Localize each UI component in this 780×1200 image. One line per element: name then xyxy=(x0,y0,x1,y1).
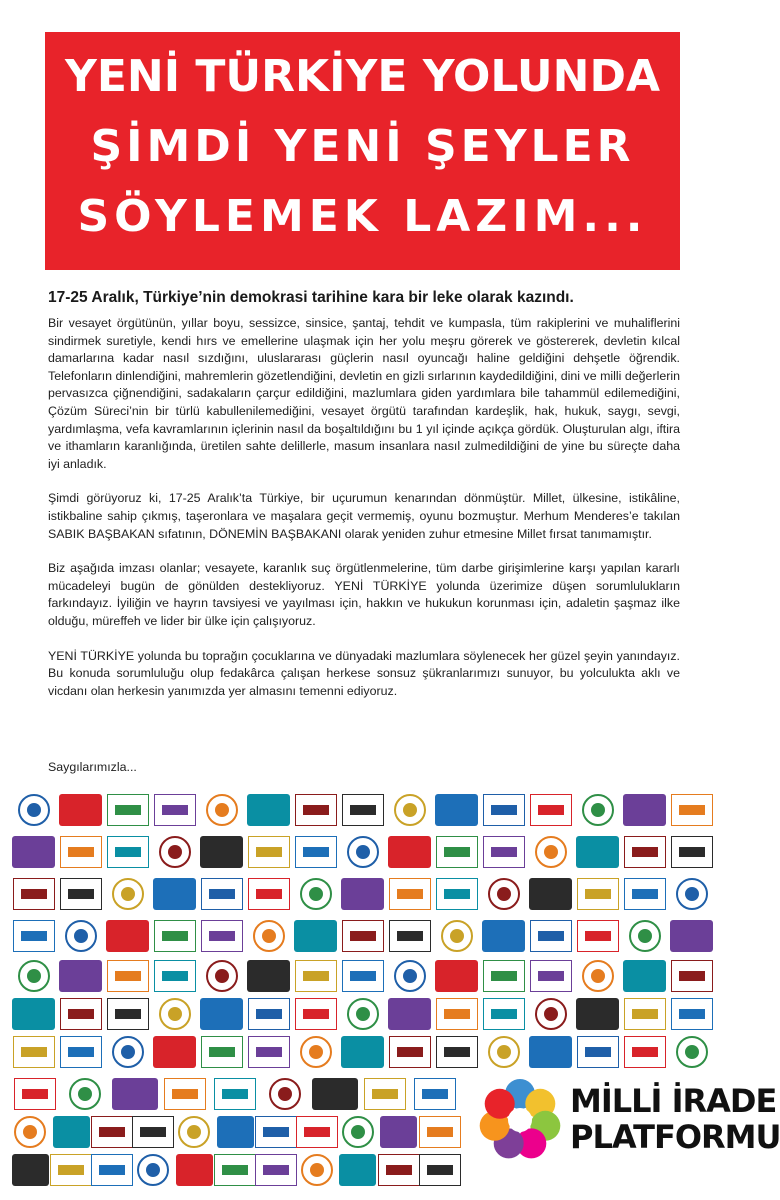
organization-logo xyxy=(295,998,337,1030)
organization-logo xyxy=(137,1154,169,1186)
organization-logo xyxy=(394,794,426,826)
organization-logo xyxy=(178,1116,210,1148)
organization-logo xyxy=(670,920,713,952)
organization-logo xyxy=(53,1116,90,1148)
logo-emblem xyxy=(491,847,517,857)
logo-emblem xyxy=(497,1045,511,1059)
organization-logo xyxy=(13,878,55,910)
logo-emblem xyxy=(27,803,41,817)
organization-logo xyxy=(295,836,337,868)
logo-emblem xyxy=(397,931,423,941)
logo-emblem xyxy=(585,931,611,941)
logo-emblem xyxy=(209,1047,235,1057)
organization-logo xyxy=(69,1078,101,1110)
organization-logo xyxy=(414,1078,456,1110)
logo-emblem xyxy=(638,929,652,943)
organization-logo xyxy=(14,1116,46,1148)
organization-logo xyxy=(530,960,572,992)
logo-emblem xyxy=(68,1047,94,1057)
logo-emblem xyxy=(68,847,94,857)
organization-logo xyxy=(435,960,478,992)
organization-logo xyxy=(576,998,619,1030)
logo-emblem xyxy=(632,847,658,857)
logo-emblem xyxy=(168,1007,182,1021)
organization-logo xyxy=(200,836,243,868)
logo-emblem xyxy=(263,1127,289,1137)
organization-logo xyxy=(13,920,55,952)
logo-emblem xyxy=(403,969,417,983)
organization-logo xyxy=(671,794,713,826)
logo-emblem xyxy=(450,929,464,943)
organization-logo xyxy=(378,1154,420,1186)
organization-logo xyxy=(488,878,520,910)
organization-logo xyxy=(248,998,290,1030)
logo-emblem xyxy=(372,1089,398,1099)
logo-emblem xyxy=(256,889,282,899)
logo-emblem xyxy=(303,1009,329,1019)
logo-emblem xyxy=(162,931,188,941)
logo-emblem xyxy=(544,1007,558,1021)
headline-line-1: YENİ TÜRKİYE YOLUNDA xyxy=(64,51,661,102)
organization-logo xyxy=(60,1036,102,1068)
logo-emblem xyxy=(99,1165,125,1175)
logo-emblem xyxy=(403,803,417,817)
organization-logo xyxy=(394,960,426,992)
logo-emblem xyxy=(140,1127,166,1137)
logo-emblem xyxy=(172,1089,198,1099)
logo-emblem xyxy=(310,1163,324,1177)
logo-emblem xyxy=(427,1127,453,1137)
organization-logo xyxy=(671,836,713,868)
organization-logo xyxy=(577,878,619,910)
organization-logo xyxy=(60,878,102,910)
logo-emblem xyxy=(121,1045,135,1059)
organization-logo xyxy=(153,878,196,910)
logo-emblem xyxy=(351,1125,365,1139)
organization-logo xyxy=(269,1078,301,1110)
logo-emblem xyxy=(356,1007,370,1021)
organization-logo xyxy=(59,794,102,826)
platform-name xyxy=(570,1083,780,1155)
organization-logo xyxy=(389,1036,431,1068)
logo-emblem xyxy=(115,847,141,857)
logo-emblem xyxy=(278,1087,292,1101)
logo-emblem xyxy=(444,1047,470,1057)
organization-logo xyxy=(247,960,290,992)
logo-emblem xyxy=(304,1127,330,1137)
organization-logo xyxy=(483,836,525,868)
logo-emblem xyxy=(632,1047,658,1057)
organization-logo xyxy=(50,1154,92,1186)
organization-logo xyxy=(576,836,619,868)
organization-logo xyxy=(107,794,149,826)
organization-logo xyxy=(217,1116,254,1148)
organization-logo xyxy=(248,878,290,910)
organization-logo xyxy=(60,998,102,1030)
organization-logo xyxy=(629,920,661,952)
organization-logo xyxy=(582,960,614,992)
logo-emblem xyxy=(209,931,235,941)
logo-emblem xyxy=(27,969,41,983)
organization-logo xyxy=(483,998,525,1030)
logo-emblem xyxy=(497,887,511,901)
organization-logo xyxy=(60,836,102,868)
logo-emblem xyxy=(685,887,699,901)
organization-logo xyxy=(535,998,567,1030)
organization-logo xyxy=(535,836,567,868)
organization-logo xyxy=(255,1116,297,1148)
organization-logo xyxy=(112,1036,144,1068)
paragraph-3: Biz aşağıda imzası olanlar; vesayete, karanlık suç örgütlenmelerine, tüm darbe girişimlerine karşı yapılan kararlı mücadeleyi bugün de gönülden destekliyoruz. YENİ TÜRKİYE yolunda üzerimize düşen sorumlulukların farkındayız. İyiliğin ve hayrın tavsiyesi ve yayılması için, hakkın ve hukukun korunması için, adaletin şaşmaz ilke olduğu, müreffeh ve lider bir ülke için çalışıyoruz. xyxy=(48,561,680,628)
organization-logo xyxy=(296,1116,338,1148)
logo-emblem xyxy=(68,889,94,899)
organization-logo xyxy=(59,960,102,992)
organization-logo xyxy=(253,920,285,952)
organization-logo xyxy=(107,836,149,868)
organization-logo xyxy=(388,998,431,1030)
organization-logo xyxy=(347,836,379,868)
organization-logo xyxy=(295,794,337,826)
organization-logo xyxy=(214,1154,256,1186)
logo-emblem xyxy=(162,805,188,815)
logo-emblem xyxy=(74,929,88,943)
logo-emblem xyxy=(591,969,605,983)
organization-logo xyxy=(159,836,191,868)
organization-logo xyxy=(380,1116,417,1148)
logo-emblem xyxy=(585,1047,611,1057)
organization-logo xyxy=(65,920,97,952)
organization-logo xyxy=(300,1036,332,1068)
organization-logo xyxy=(200,998,243,1030)
logo-emblem xyxy=(591,803,605,817)
organization-logo xyxy=(107,998,149,1030)
logo-emblem xyxy=(215,803,229,817)
logo-emblem xyxy=(679,1009,705,1019)
logo-row xyxy=(10,878,715,912)
organization-logo xyxy=(624,836,666,868)
logo-emblem xyxy=(397,889,423,899)
logo-emblem xyxy=(491,971,517,981)
organization-logo xyxy=(483,960,525,992)
logo-emblem xyxy=(538,971,564,981)
organization-logo xyxy=(255,1154,297,1186)
organization-logo xyxy=(295,960,337,992)
organization-logo xyxy=(132,1116,174,1148)
organization-logo xyxy=(419,1154,461,1186)
organization-logo xyxy=(624,878,666,910)
organization-logo xyxy=(18,794,50,826)
logo-emblem xyxy=(350,931,376,941)
organization-logo xyxy=(247,794,290,826)
logo-emblem xyxy=(491,1009,517,1019)
logo-emblem xyxy=(68,1009,94,1019)
organization-logo xyxy=(671,960,713,992)
organization-logo xyxy=(154,920,196,952)
organization-logo xyxy=(201,1036,243,1068)
organization-logo xyxy=(248,836,290,868)
organization-logo xyxy=(441,920,473,952)
logo-emblem xyxy=(256,1047,282,1057)
organization-logo xyxy=(13,1036,55,1068)
organization-logo xyxy=(364,1078,406,1110)
organization-logo xyxy=(248,1036,290,1068)
headline-line-2: ŞİMDİ YENİ ŞEYLER xyxy=(90,121,635,172)
organization-logo xyxy=(529,1036,572,1068)
logo-emblem xyxy=(538,931,564,941)
logo-emblem xyxy=(585,889,611,899)
logo-emblem xyxy=(21,1047,47,1057)
organization-logo xyxy=(676,1036,708,1068)
logo-emblem xyxy=(78,1087,92,1101)
organization-logo xyxy=(300,878,332,910)
platform-name-line-1: MİLLİ İRADE xyxy=(570,1082,777,1120)
logo-row xyxy=(10,794,715,828)
organization-logo xyxy=(676,878,708,910)
organization-logo xyxy=(339,1154,376,1186)
logo-emblem xyxy=(262,929,276,943)
logo-emblem xyxy=(444,889,470,899)
flower-core xyxy=(508,1108,532,1132)
organization-logo xyxy=(164,1078,206,1110)
logo-row xyxy=(10,998,715,1032)
headline-banner xyxy=(45,32,680,270)
paragraph-4: YENİ TÜRKİYE yolunda bu toprağın çocuklarına ve dünyadaki mazlumlara söylenecek her güzel şeyin yanındayız. Bu konuda sorumluluğu olup fedakârca çalışan herkese sonsuz şükranlarımızı sunuyor, bu yolculukta aklı ve vicdanı olan herkesin yanımızda yer almasını temenni ediyoruz. xyxy=(48,648,680,698)
logo-emblem xyxy=(491,805,517,815)
organization-logo xyxy=(419,1116,461,1148)
organization-logo xyxy=(530,794,572,826)
logo-emblem xyxy=(209,889,235,899)
organization-logo xyxy=(389,878,431,910)
logo-emblem xyxy=(350,805,376,815)
platform-name-line-2: PLATFORMU xyxy=(570,1118,780,1156)
organization-logo xyxy=(530,920,572,952)
organization-logo xyxy=(529,878,572,910)
organization-logo xyxy=(159,998,191,1030)
logo-emblem xyxy=(679,971,705,981)
logo-emblem xyxy=(115,971,141,981)
logo-emblem xyxy=(263,1165,289,1175)
organization-logo xyxy=(153,1036,196,1068)
logo-emblem xyxy=(146,1163,160,1177)
article-body xyxy=(48,315,680,717)
logo-emblem xyxy=(544,845,558,859)
organization-logo xyxy=(436,836,478,868)
organization-logo xyxy=(312,1078,358,1110)
logo-emblem xyxy=(303,847,329,857)
logo-emblem xyxy=(444,1009,470,1019)
organization-logo xyxy=(482,920,525,952)
organization-logo xyxy=(577,920,619,952)
organization-logo xyxy=(112,1078,158,1110)
logo-emblem xyxy=(309,1045,323,1059)
logo-emblem xyxy=(21,889,47,899)
organization-logo xyxy=(435,794,478,826)
logo-row xyxy=(10,836,715,870)
logo-emblem xyxy=(303,971,329,981)
organization-logo xyxy=(91,1154,133,1186)
organization-logo xyxy=(341,878,384,910)
organization-logo xyxy=(14,1078,56,1110)
organization-logo xyxy=(582,794,614,826)
organization-logo xyxy=(112,878,144,910)
organization-logo xyxy=(488,1036,520,1068)
organization-logo xyxy=(12,998,55,1030)
logo-emblem xyxy=(303,805,329,815)
logo-emblem xyxy=(187,1125,201,1139)
logo-emblem xyxy=(679,805,705,815)
logo-row xyxy=(10,960,715,994)
logo-emblem xyxy=(22,1089,48,1099)
logo-emblem xyxy=(121,887,135,901)
logo-emblem xyxy=(168,845,182,859)
organization-logo xyxy=(206,794,238,826)
logo-emblem xyxy=(397,1047,423,1057)
organization-logo xyxy=(341,1036,384,1068)
organization-logo xyxy=(206,960,238,992)
logo-emblem xyxy=(679,847,705,857)
organization-logo xyxy=(436,1036,478,1068)
organization-logo xyxy=(106,920,149,952)
organization-logo xyxy=(671,998,713,1030)
headline-line-3: SÖYLEMEK LAZIM... xyxy=(77,191,648,242)
logo-emblem xyxy=(115,1009,141,1019)
organization-logo xyxy=(342,960,384,992)
logo-emblem xyxy=(356,845,370,859)
logo-emblem xyxy=(538,805,564,815)
organization-logo xyxy=(436,998,478,1030)
organization-logo xyxy=(201,920,243,952)
logo-emblem xyxy=(444,847,470,857)
logo-emblem xyxy=(422,1089,448,1099)
logo-emblem xyxy=(222,1165,248,1175)
logo-emblem xyxy=(256,1009,282,1019)
logo-emblem xyxy=(21,931,47,941)
logo-emblem xyxy=(309,887,323,901)
organization-logo xyxy=(214,1078,256,1110)
organization-logo xyxy=(107,960,149,992)
logo-emblem xyxy=(162,971,188,981)
organization-logo xyxy=(388,836,431,868)
logo-emblem xyxy=(58,1165,84,1175)
organization-logo xyxy=(623,960,666,992)
organization-logo xyxy=(301,1154,333,1186)
logo-emblem xyxy=(99,1127,125,1137)
logo-row xyxy=(10,920,715,954)
organization-logo xyxy=(347,998,379,1030)
logo-emblem xyxy=(427,1165,453,1175)
organization-logo xyxy=(624,1036,666,1068)
logo-emblem xyxy=(350,971,376,981)
organization-logo xyxy=(483,794,525,826)
logo-emblem xyxy=(115,805,141,815)
organization-logo xyxy=(436,878,478,910)
paragraph-1: Bir vesayet örgütünün, yıllar boyu, sessizce, sinsice, şantaj, tehdit ve kumpasla, tüm rakiplerini ve muhaliflerini sindirmek suretiyle, kendi hırs ve emellerine ulaşmak için her yolu meşru görerek ve göstererek, devletin kılcal damarlarına kadar nasıl sızdığını, uluslararası güçlerin nasıl oyuncağı haline geldiğini dehşetle öğrendik. Telefonların dinlendiğini, mahremlerin gözetlendiğini, devletin en gizli sırlarının kaydedildiğini, dini ve milli değerlerin pervasızca çiğnendiğini, sadakaların çarçur edildiğini, mazlumlara giden yardımlara bile tahammül edilemediğini, Çözüm Süreci’nin bir türlü kabullenilemediğini, vesayet örgütü tarafından kardeşlik, hak, hukuk, saygı, sevgi, yardımlaşma, vefa kavramlarının içlerinin nasıl da boşaltıldığını bu 1 yıl içinde açıkça gördük. Oluşturulan algı, iftira ve ithamların karanlığında, üretilen sahte delillerle, masum insanlara nasıl zulmedildiğini de yine bu süreçte daha iyi anladık. xyxy=(48,316,680,471)
organization-logo xyxy=(12,836,55,868)
lead-sentence: 17-25 Aralık, Türkiye’nin demokrasi tarihine kara bir leke olarak kazındı. xyxy=(48,289,574,306)
logo-emblem xyxy=(222,1089,248,1099)
organization-logo xyxy=(342,1116,374,1148)
logo-emblem xyxy=(632,1009,658,1019)
logo-emblem xyxy=(215,969,229,983)
organization-logo xyxy=(342,794,384,826)
organization-logo xyxy=(12,1154,49,1186)
organization-logo xyxy=(176,1154,213,1186)
organization-logo xyxy=(154,794,196,826)
organization-logo xyxy=(342,920,384,952)
organization-logo xyxy=(623,794,666,826)
logo-emblem xyxy=(685,1045,699,1059)
organization-logo xyxy=(577,1036,619,1068)
closing-salutation: Saygılarımızla... xyxy=(48,760,137,774)
logo-emblem xyxy=(386,1165,412,1175)
organization-logo xyxy=(389,920,431,952)
organization-logo xyxy=(624,998,666,1030)
logo-emblem xyxy=(23,1125,37,1139)
organization-logo xyxy=(91,1116,133,1148)
organization-logo xyxy=(294,920,337,952)
logo-emblem xyxy=(632,889,658,899)
organization-logo xyxy=(154,960,196,992)
logo-emblem xyxy=(256,847,282,857)
organization-logo xyxy=(201,878,243,910)
organization-logo xyxy=(18,960,50,992)
paragraph-2: Şimdi görüyoruz ki, 17-25 Aralık’ta Türkiye, bir uçurumun kenarından dönmüştür. Millet, ülkesine, istikâline, istikbaline sahip çıkmış, taşeronlara ve maşalara geçit vermemiş, oyunu bozmuştur. Merhum Menderes’e takılan SABIK BAŞBAKAN sıfatının, DÖNEMİN BAŞBAKANI olarak yeniden zuhur etmesine Millet fırsat tanımamıştır. xyxy=(48,491,680,541)
